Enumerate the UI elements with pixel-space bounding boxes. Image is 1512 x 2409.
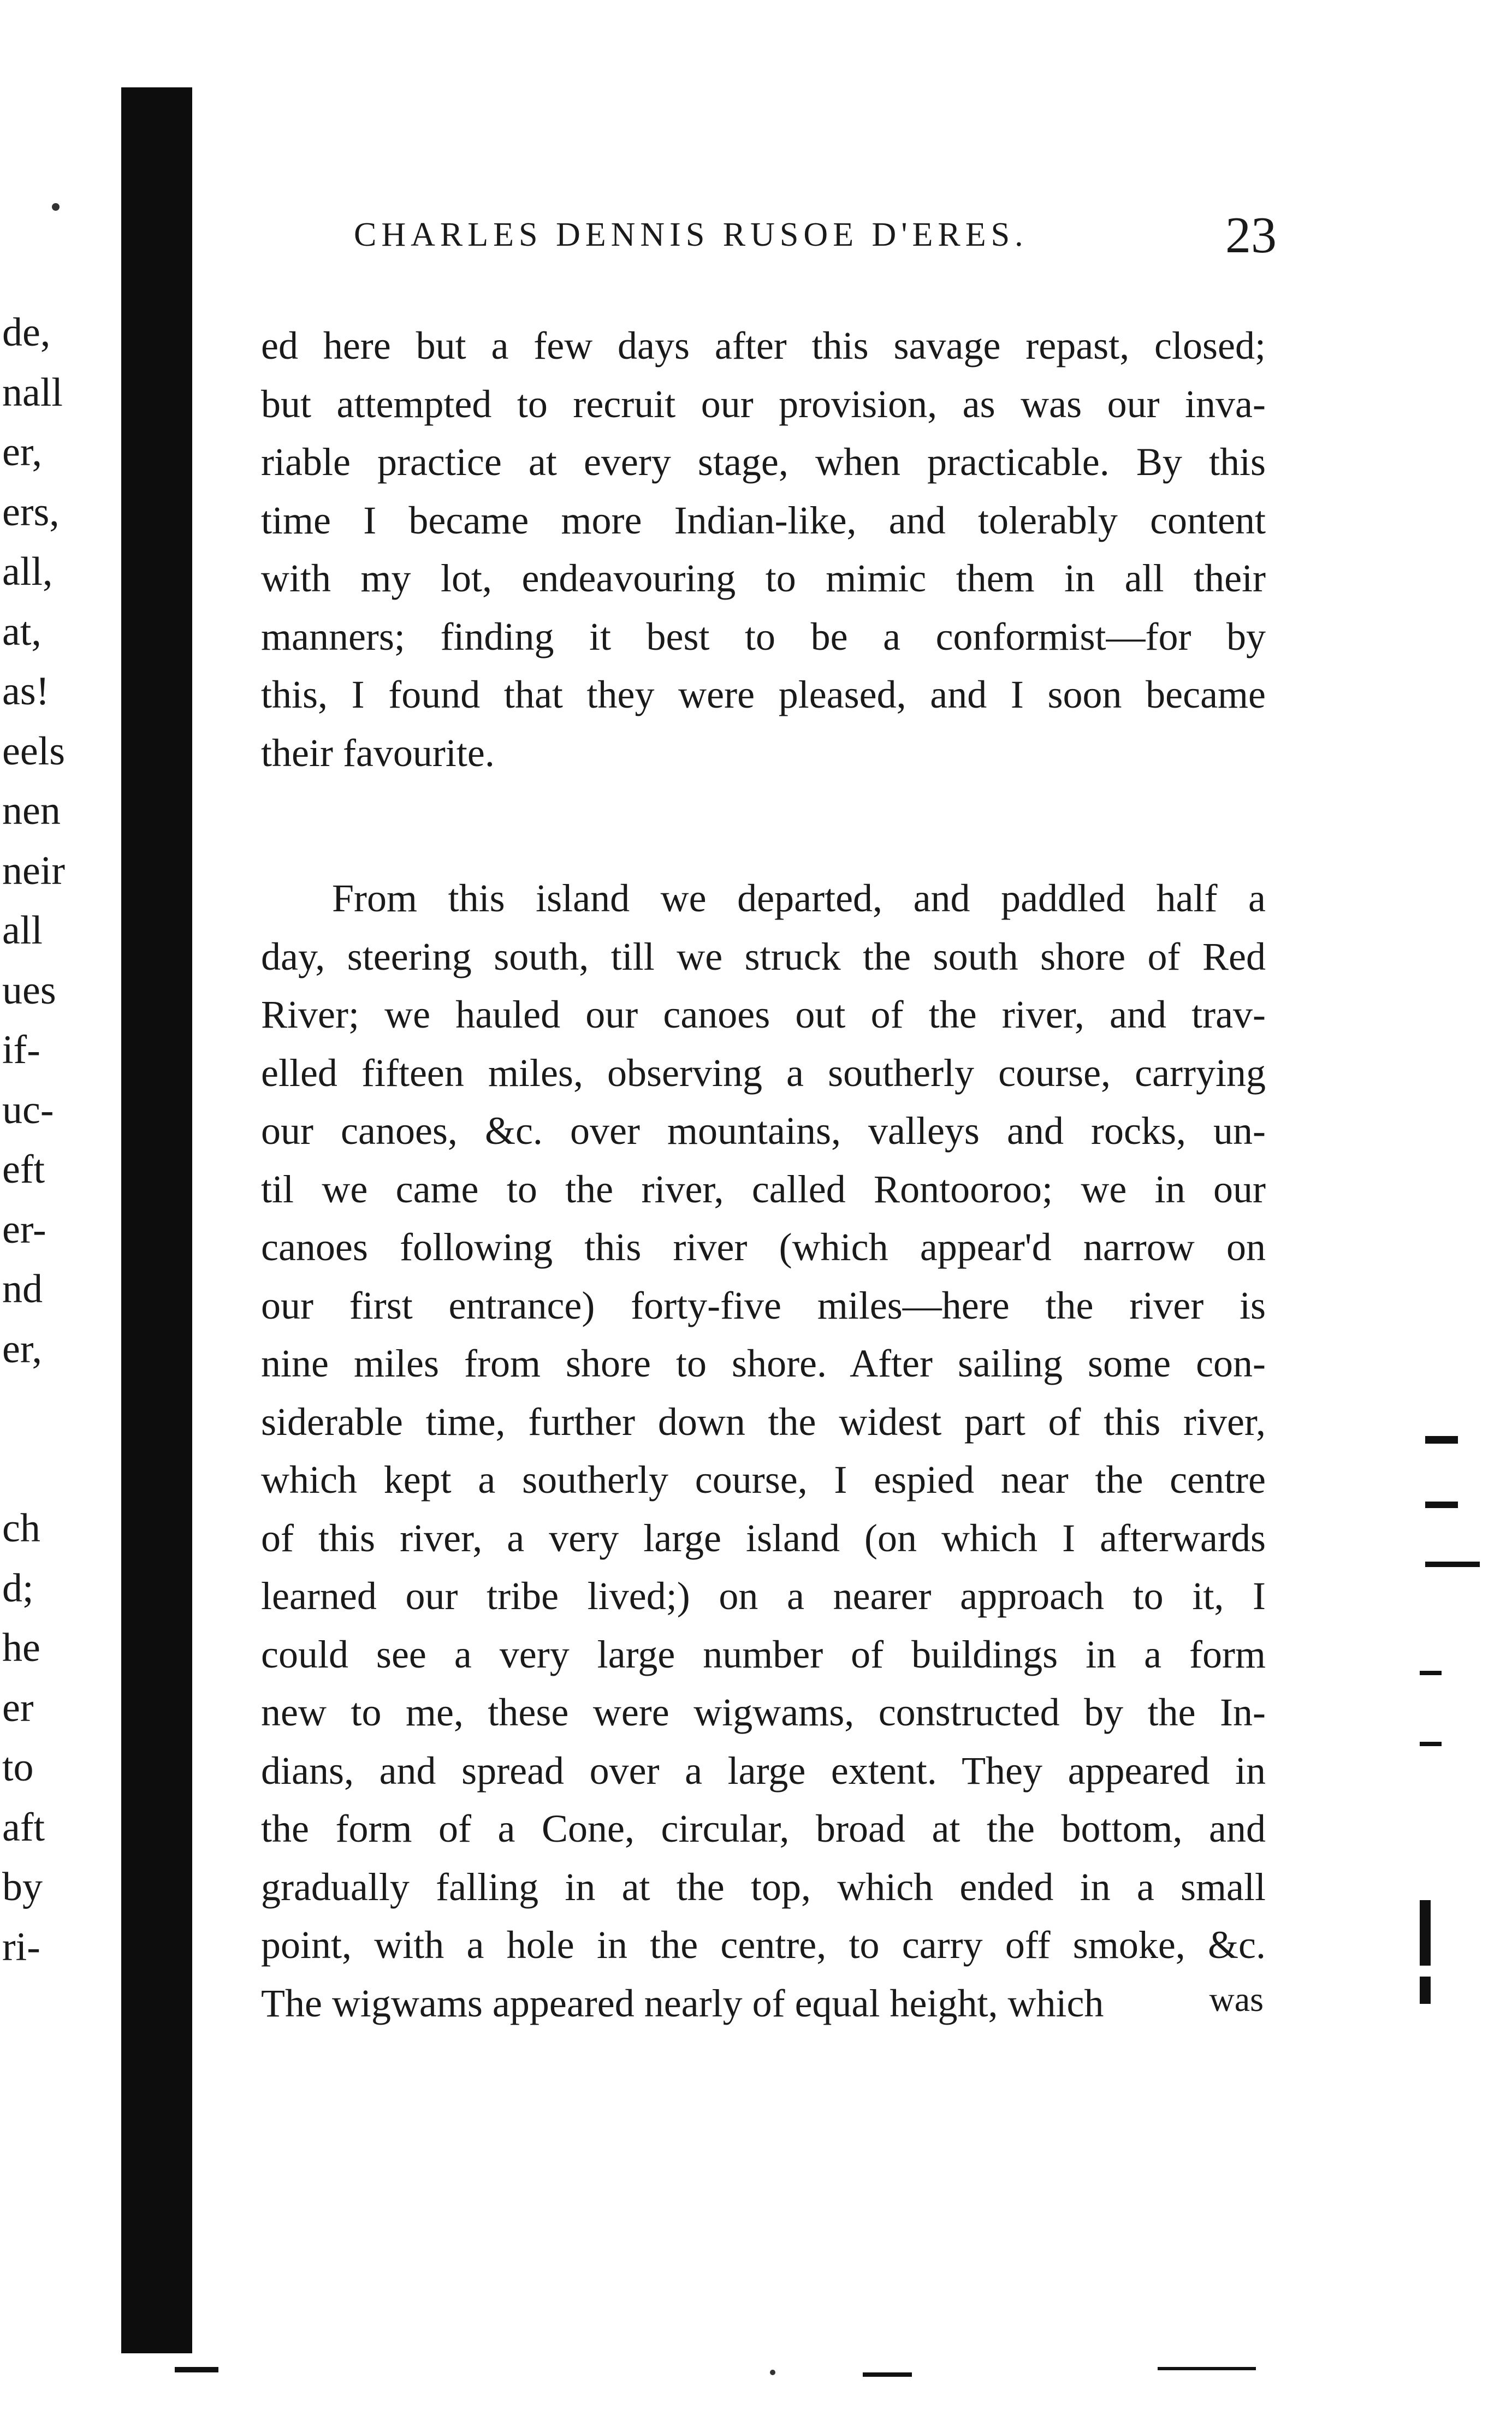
text-line: which kept a southerly course, I espied near the centre (261, 1458, 1266, 1502)
fragment-line: ers, (2, 489, 60, 535)
text-line: manners; finding it best to be a conformist—for by (261, 614, 1266, 658)
text-line: but attempted to recruit our provision, as was our inva- (261, 382, 1266, 426)
fragment-line: d; (2, 1565, 34, 1611)
catchword: was (1209, 1980, 1264, 2019)
text-line: gradually falling in at the top, which ended in a small (261, 1865, 1266, 1909)
text-line: time I became more Indian-like, and tolerably content (261, 498, 1266, 542)
page-number: 23 (1225, 207, 1277, 264)
text-line: our first entrance) forty-five miles—here the river is (261, 1283, 1266, 1327)
fragment-line (2, 1379, 106, 1439)
fragment-line: eels (2, 728, 66, 774)
fragment-line: he (2, 1625, 40, 1670)
text-line: riable practice at every stage, when practicable. By this (261, 440, 1266, 484)
right-edge-marks (1414, 1398, 1480, 2217)
fragment-line: aft (2, 1805, 45, 1850)
text-line: our canoes, &c. over mountains, valleys and rocks, un- (261, 1109, 1266, 1153)
scan-mark (1425, 1562, 1480, 1567)
scan-speck (770, 2370, 775, 2375)
fragment-line: by (2, 1865, 43, 1909)
binding-gutter (121, 87, 192, 2353)
text-line: siderable time, further down the widest part of this river, (261, 1399, 1266, 1444)
fragment-line: eft (2, 1147, 45, 1192)
scan-mark (863, 2372, 912, 2377)
text-line: River; we hauled our canoes out of the river, and trav- (261, 993, 1266, 1036)
fragment-line: er, (2, 1326, 43, 1372)
running-header (354, 207, 1277, 264)
scan-mark (175, 2367, 218, 2372)
text-line: could see a very large number of buildings in a form (261, 1632, 1266, 1676)
text-line: of this river, a very large island (on which I afterwards (261, 1516, 1266, 1560)
text-line: learned our tribe lived;) on a nearer approach to it, I (261, 1574, 1266, 1618)
text-line: The wigwams appeared nearly of equal height, which (261, 1981, 1104, 2025)
text-line: point, with a hole in the centre, to carry off smoke, &c. (261, 1923, 1266, 1967)
text-line: elled fifteen miles, observing a southerly course, carrying (261, 1051, 1266, 1095)
text-line: canoes following this river (which appear'd narrow on (261, 1225, 1266, 1269)
text-line: From this island we departed, and paddled half a (332, 876, 1266, 920)
fragment-line: if- (2, 1028, 40, 1072)
paragraph (261, 869, 1266, 2032)
fragment-line: ri- (2, 1924, 40, 1969)
fragment-line (2, 1439, 106, 1499)
fragment-line: all (2, 908, 43, 953)
scan-speck (52, 203, 60, 211)
fragment-line: er (2, 1685, 34, 1730)
fragment-line: nd (2, 1267, 43, 1312)
scan-mark (1420, 1671, 1442, 1675)
text-line: day, steering south, till we struck the south shore of Red (261, 934, 1266, 978)
text-line: ed here but a few days after this savage repast, closed; (261, 324, 1266, 367)
fragment-line: ues (2, 968, 56, 1013)
paragraph-gap (261, 782, 1266, 869)
body-text (261, 317, 1266, 2032)
scan-mark (1425, 1436, 1458, 1444)
text-line: til we came to the river, called Rontooroo; we in our (261, 1167, 1266, 1211)
scan-mark (1420, 1977, 1431, 2004)
text-line: new to me, these were wigwams, constructed by the In- (261, 1690, 1266, 1734)
fragment-line: nen (2, 788, 61, 833)
fragment-line: neir (2, 848, 66, 893)
fragment-line: er, (2, 430, 43, 474)
running-title: CHARLES DENNIS RUSOE D'ERES. (354, 216, 1028, 253)
facing-page-fragments (2, 303, 106, 1977)
text-line: dians, and spread over a large extent. They appeared in (261, 1748, 1266, 1793)
text-line: nine miles from shore to shore. After sailing some con- (261, 1342, 1266, 1385)
scan-mark (1420, 1742, 1442, 1746)
text-line: the form of a Cone, circular, broad at the bottom, and (261, 1807, 1266, 1850)
fragment-line: de, (2, 310, 51, 355)
scan-mark (1425, 1502, 1458, 1508)
fragment-line: all, (2, 549, 53, 594)
fragment-line: at, (2, 609, 41, 654)
scan-mark (1158, 2367, 1256, 2370)
fragment-line: ch (2, 1506, 40, 1551)
fragment-line: nall (2, 370, 63, 415)
fragment-line: as! (2, 669, 50, 714)
scan-mark (1420, 1900, 1431, 1966)
text-line: their favourite. (261, 731, 495, 775)
paragraph (261, 317, 1266, 782)
fragment-line: er- (2, 1207, 46, 1252)
fragment-line: uc- (2, 1087, 54, 1132)
text-line: this, I found that they were pleased, and I soon became (261, 673, 1266, 716)
fragment-line: to (2, 1745, 34, 1790)
text-line: with my lot, endeavouring to mimic them in all their (261, 556, 1266, 600)
